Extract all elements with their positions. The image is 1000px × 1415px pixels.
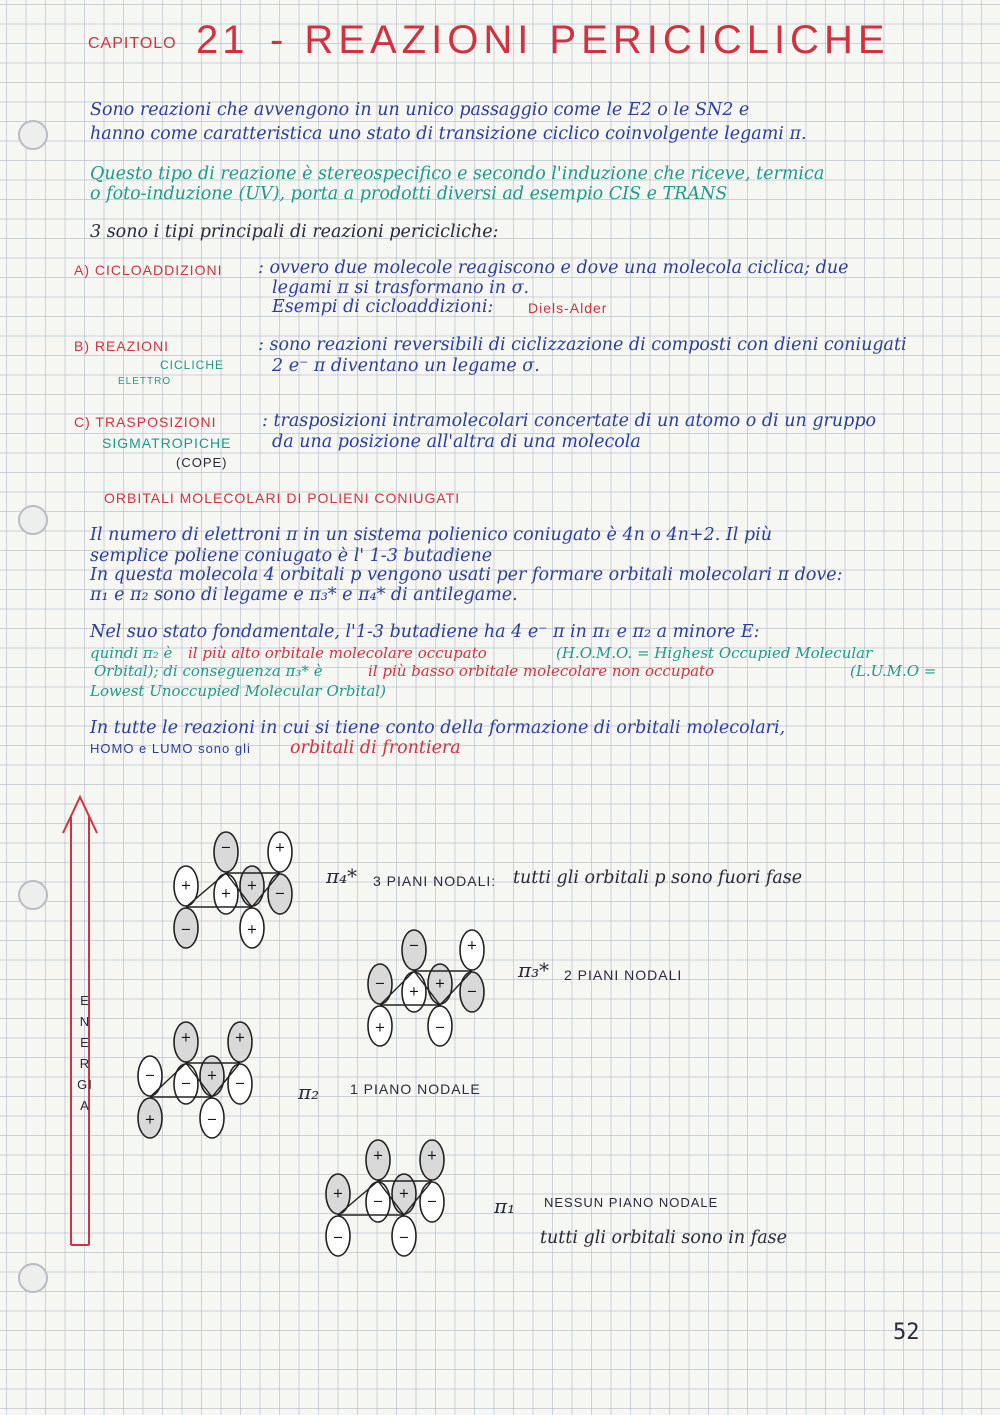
svg-text:−: − [180,922,192,938]
type-c-label: (COPE) [176,455,228,470]
svg-text:+: + [206,1068,218,1084]
pi1-symbol: π₁ [494,1194,516,1218]
svg-text:−: − [374,976,386,992]
page-number: 52 [893,1320,920,1345]
chapter-label: CAPITOLO [88,35,177,52]
svg-text:+: + [408,984,420,1000]
orbitals-line: In questa molecola 4 orbitali p vengono usati per formare orbitali molecolari π dove: [90,565,843,585]
svg-text:−: − [180,1076,192,1092]
svg-text:−: − [220,840,232,856]
svg-text:−: − [372,1194,384,1210]
pi1-nodes: NESSUN PIANO NODALE [544,1195,719,1210]
pi2-description: 1 PIANO NODALE [350,1081,481,1097]
type-a-text: : ovvero due molecole reagiscono e dove una molecola ciclica; due [258,258,849,278]
pi3-symbol: π₃* [518,958,550,982]
svg-text:+: + [274,840,286,856]
lumo-definition: il più basso orbitale molecolare non occupato [368,662,715,680]
svg-text:+: + [246,922,258,938]
svg-text:+: + [246,878,258,894]
svg-text:+: + [434,976,446,992]
pi3-description: 2 PIANI NODALI [564,967,683,983]
type-c-label: SIGMATROPICHE [102,435,232,451]
pi4-nodes: 3 PIANI NODALI: [373,873,497,889]
binder-hole [18,505,48,535]
svg-text:−: − [234,1076,246,1092]
orbitals-heading: ORBITALI MOLECOLARI DI POLIENI CONIUGATI [104,490,461,506]
pi2-orbital-diagram [130,1020,260,1132]
pi2-symbol: π₂ [298,1080,320,1104]
svg-text:+: + [180,878,192,894]
orbitals-line: Nel suo stato fondamentale, l'1-3 butadiene ha 4 e⁻ π in π₁ e π₂ a minore E: [90,622,760,642]
type-b-text: 2 e⁻ π diventano un legame σ. [272,356,540,376]
svg-text:+: + [332,1186,344,1202]
svg-text:−: − [206,1112,218,1128]
svg-text:+: + [372,1148,384,1164]
orbitals-line: Lowest Unoccupied Molecular Orbital) [90,682,386,700]
svg-text:+: + [426,1148,438,1164]
type-c-label: C) TRASPOSIZIONI [74,414,217,430]
homo-definition: il più alto orbitale molecolare occupato [188,644,487,662]
frontier-orbitals: orbitali di frontiera [290,738,461,758]
orbitals-line: π₁ e π₂ sono di legame e π₃* e π₄* di antilegame. [90,585,518,605]
svg-text:−: − [398,1230,410,1246]
type-b-label: ELETTRO [118,376,172,387]
binder-hole [18,120,48,150]
orbitals-line: HOMO e LUMO sono gli [90,741,251,756]
svg-text:+: + [398,1186,410,1202]
pi4-orbital-diagram [170,830,300,940]
chapter-number: 21 [196,18,249,62]
page-title: - REAZIONI PERICICLICHE [270,18,890,62]
intro-line: o foto-induzione (UV), porta a prodotti diversi ad esempio CIS e TRANS [90,184,728,204]
diels-alder-example: Diels-Alder [528,300,608,316]
binder-hole [18,880,48,910]
type-b-label: B) REAZIONI [74,338,170,354]
svg-text:−: − [426,1194,438,1210]
type-a-text: legami π si trasformano in σ. [272,278,530,298]
intro-line: hanno come caratteristica uno stato di transizione ciclico coinvolgente legami π. [90,124,807,144]
energy-axis-label: ENERGIA [77,993,93,1113]
type-a-text: Esempi di cicloaddizioni: [272,297,494,317]
pi1-orbital-diagram [322,1138,452,1250]
homo-acronym: (H.O.M.O. = Highest Occupied Molecular [556,644,873,662]
orbitals-line: Il numero di elettroni π in un sistema polienico coniugato è 4n o 4n+2. Il più [90,525,772,545]
svg-text:−: − [144,1068,156,1084]
binder-hole [18,1263,48,1293]
svg-text:+: + [374,1020,386,1036]
svg-text:−: − [434,1020,446,1036]
type-b-text: : sono reazioni reversibili di ciclizzazione di composti con dieni coniugati [258,335,907,355]
pi4-description: tutti gli orbitali p sono fuori fase [513,868,803,888]
svg-text:+: + [466,938,478,954]
svg-text:−: − [408,938,420,954]
svg-text:−: − [466,984,478,1000]
svg-text:+: + [234,1030,246,1046]
orbitals-line: In tutte le reazioni in cui si tiene conto della formazione di orbitali molecolari, [90,718,786,738]
orbitals-line: Orbital); di conseguenza π₃* è [94,662,323,680]
svg-text:+: + [180,1030,192,1046]
type-a-label: A) CICLOADDIZIONI [74,262,223,278]
svg-text:−: − [332,1230,344,1246]
lumo-acronym: (L.U.M.O = [850,662,937,680]
intro-line: Questo tipo di reazione è stereospecifico e secondo l'induzione che riceve, termica [90,164,825,184]
pi1-description: tutti gli orbitali sono in fase [540,1228,787,1248]
intro-line: 3 sono i tipi principali di reazioni pericicliche: [90,222,499,242]
type-b-label: CICLICHE [160,358,225,372]
type-c-text: da una posizione all'altra di una molecola [272,432,641,452]
orbitals-line: quindi π₂ è [90,644,173,662]
pi3-orbital-diagram [364,928,494,1038]
type-c-text: : trasposizioni intramolecolari concertate di un atomo o di un gruppo [262,411,877,431]
svg-text:+: + [220,886,232,902]
intro-line: Sono reazioni che avvengono in un unico passaggio come le E2 o le SN2 e [90,100,750,120]
orbitals-line: semplice poliene coniugato è l' 1-3 butadiene [90,546,493,566]
svg-text:+: + [144,1112,156,1128]
svg-text:−: − [274,886,286,902]
pi4-symbol: π₄* [326,864,358,888]
